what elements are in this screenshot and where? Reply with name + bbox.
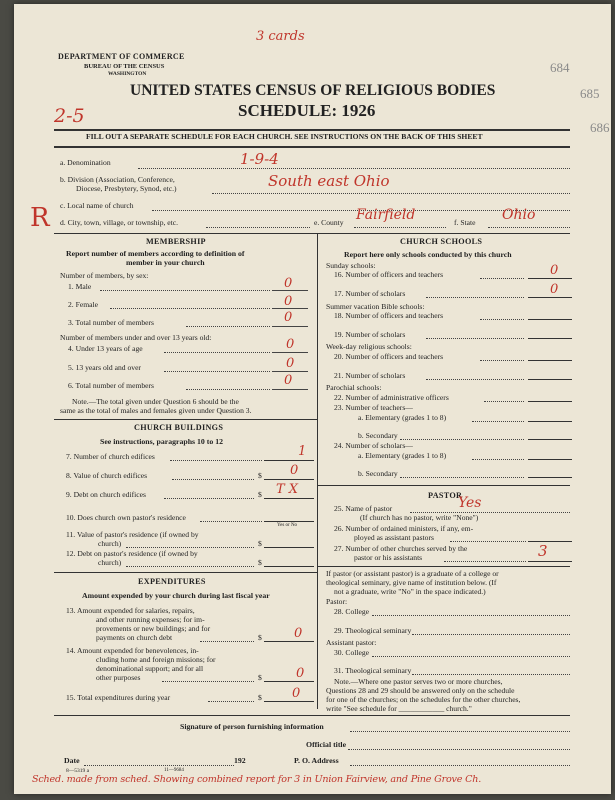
q4-answer-line xyxy=(272,352,308,353)
membership-note-1: Note.—The total given under Question 6 should be the xyxy=(72,397,239,406)
q17-leader xyxy=(426,297,524,298)
field-e-label: e. County xyxy=(314,218,344,227)
field-a-line xyxy=(138,168,570,169)
handwritten-cards-note: 3 cards xyxy=(256,29,305,44)
q13-leader xyxy=(200,641,254,642)
q27-label-1: 27. Number of other churches served by the xyxy=(334,544,468,553)
q12-label-1: 12. Debt on pastor's residence (if owned by xyxy=(66,549,198,558)
form-number: 8—5319 a xyxy=(66,768,90,774)
age-intro-label: Number of members under and over 13 years old: xyxy=(60,333,212,342)
q27-leader xyxy=(444,561,526,562)
scholars-17-value: 0 xyxy=(550,282,559,297)
q9-label: 9. Debt on church edifices xyxy=(66,490,146,499)
q23a-answer-line xyxy=(528,421,572,422)
denomination-value: 1-9-4 xyxy=(240,150,279,168)
q24a-label: a. Elementary (grades 1 to 8) xyxy=(358,451,447,460)
q21-label: 21. Number of scholars xyxy=(334,371,406,380)
q3-leader xyxy=(186,326,270,327)
membership-sub-1: Report number of members according to definition of xyxy=(66,249,245,258)
church-edifices-value: 1 xyxy=(298,444,307,459)
field-e-line xyxy=(354,227,446,228)
membership-title: MEMBERSHIP xyxy=(146,237,206,246)
q11-label-2: church) xyxy=(98,539,122,548)
graduate-top-rule xyxy=(317,566,570,567)
handwritten-left-number: 2-5 xyxy=(54,105,85,127)
q19-answer-line xyxy=(528,338,572,339)
pastor-note-3: for one of the churches; on the schedules for the other churches, xyxy=(326,695,521,704)
pastor-top-rule xyxy=(317,485,570,486)
q9-leader xyxy=(164,498,254,499)
graduate-instr-1: If pastor (or assistant pastor) is a graduate of a college or xyxy=(326,569,499,578)
handwritten-footer-note: Sched. made from sched. Showing combined report for 3 in Union Fairview, and Pine Grove Ch. xyxy=(32,774,482,785)
pastor-sub-label: Pastor: xyxy=(326,597,348,606)
q24b-leader xyxy=(400,477,524,478)
assistant-sub-label: Assistant pastor: xyxy=(326,638,377,647)
separate-schedule-instruction: FILL OUT A SEPARATE SCHEDULE FOR EACH CHURCH. SEE INSTRUCTIONS ON THE BACK OF THIS SHEET xyxy=(86,132,483,141)
state-value: Ohio xyxy=(502,207,536,223)
graduate-instr-2: theological seminary, give name of institution below. (If xyxy=(326,578,497,587)
signature-label: Signature of person furnishing information xyxy=(180,722,324,731)
date-line xyxy=(84,765,234,766)
other-churches-value: 3 xyxy=(538,542,548,560)
q14-label-2: cluding home and foreign missions; for xyxy=(96,655,216,664)
q9-answer-line xyxy=(264,498,314,499)
officers-16-value: 0 xyxy=(550,263,559,278)
q24-label: 24. Number of scholars— xyxy=(334,441,413,450)
q22-leader xyxy=(484,401,524,402)
q5-label: 5. 13 years old and over xyxy=(68,363,141,372)
q11-dollar: $ xyxy=(258,539,262,548)
by-sex-label: Number of members, by sex: xyxy=(60,271,149,280)
q4-label: 4. Under 13 years of age xyxy=(68,344,143,353)
amount-14-value: 0 xyxy=(296,666,305,681)
buildings-title: CHURCH BUILDINGS xyxy=(134,423,224,432)
over-13-value: 0 xyxy=(286,356,295,371)
field-a-label: a. Denomination xyxy=(60,158,111,167)
female-value: 0 xyxy=(284,294,293,309)
q3-answer-line xyxy=(272,326,308,327)
q18-answer-line xyxy=(528,319,572,320)
q7-answer-line xyxy=(264,460,314,461)
official-title-label: Official title xyxy=(306,740,347,749)
schedule-title: SCHEDULE: 1926 xyxy=(238,101,376,120)
center-divider xyxy=(317,233,318,709)
q8-answer-line xyxy=(264,479,314,480)
q19-label: 19. Number of scholars xyxy=(334,330,406,339)
field-b-label-1: b. Division (Association, Conference, xyxy=(60,175,175,184)
q8-label: 8. Value of church edifices xyxy=(66,471,148,480)
male-value: 0 xyxy=(284,276,293,291)
q14-leader xyxy=(162,681,254,682)
buildings-sub: See instructions, paragraphs 10 to 12 xyxy=(100,437,224,446)
field-f-line xyxy=(488,227,570,228)
q17-label: 17. Number of scholars xyxy=(334,289,406,298)
pastor-title: PASTOR xyxy=(428,491,463,500)
department-label: DEPARTMENT OF COMMERCE xyxy=(58,52,185,61)
q26-label-1: 26. Number of ordained ministers, if any, em- xyxy=(334,524,474,533)
weekday-label: Week-day religious schools: xyxy=(326,342,412,351)
q27-label-2: pastor or his assistants xyxy=(354,553,423,562)
graduate-instr-3: not a graduate, write "No" in the space indicated.) xyxy=(334,587,486,596)
q15-answer-line xyxy=(264,701,314,702)
signature-top-rule xyxy=(54,715,570,716)
print-code: 11—9684 xyxy=(164,768,184,773)
po-address-label: P. O. Address xyxy=(294,756,339,765)
signature-line xyxy=(350,731,570,732)
bureau-label: BUREAU OF THE CENSUS xyxy=(84,63,165,70)
sections-top-rule xyxy=(54,233,570,234)
membership-sub-2: member in your church xyxy=(126,258,205,267)
q24a-leader xyxy=(472,459,524,460)
q22-answer-line xyxy=(528,401,572,402)
q16-leader xyxy=(480,278,524,279)
q6-leader xyxy=(186,389,270,390)
q4-leader xyxy=(164,352,270,353)
q21-leader xyxy=(426,379,524,380)
q15-label: 15. Total expenditures during year xyxy=(66,693,171,702)
field-c-label: c. Local name of church xyxy=(60,201,134,210)
q24b-label: b. Secondary xyxy=(358,469,398,478)
q11-label-1: 11. Value of pastor's residence (if owned by xyxy=(66,530,199,539)
total-members-6-value: 0 xyxy=(284,373,293,388)
q23-label: 23. Number of teachers— xyxy=(334,403,413,412)
summer-label: Summer vacation Bible schools: xyxy=(326,302,425,311)
q14-dollar: $ xyxy=(258,673,262,682)
q13-dollar: $ xyxy=(258,633,262,642)
q18-label: 18. Number of officers and teachers xyxy=(334,311,444,320)
under-13-value: 0 xyxy=(286,337,295,352)
q1-label: 1. Male xyxy=(68,282,92,291)
expenditures-top-rule xyxy=(54,572,317,573)
q13-label-3: provements or new buildings; and for xyxy=(96,624,211,633)
q28-label: 28. College xyxy=(334,607,370,616)
field-b-line xyxy=(212,193,570,194)
value-edifices-value: 0 xyxy=(290,463,299,478)
q11-leader xyxy=(126,547,254,548)
field-f-label: f. State xyxy=(454,218,476,227)
q5-leader xyxy=(164,371,270,372)
q10-label: 10. Does church own pastor's residence xyxy=(66,513,186,522)
q3-label: 3. Total number of members xyxy=(68,318,155,327)
q6-answer-line xyxy=(272,389,308,390)
q23b-leader xyxy=(400,439,524,440)
division-value: South east Ohio xyxy=(268,172,390,190)
q13-answer-line xyxy=(264,641,314,642)
po-address-line xyxy=(350,765,570,766)
date-label: Date xyxy=(64,756,80,765)
debt-value: T X xyxy=(276,482,299,497)
q14-label-1: 14. Amount expended for benevolences, in- xyxy=(66,646,199,655)
q11-answer-line xyxy=(264,547,314,548)
q2-leader xyxy=(110,308,270,309)
q2-label: 2. Female xyxy=(68,300,98,309)
stamp-number-2: 685 xyxy=(580,86,600,101)
q20-label: 20. Number of officers and teachers xyxy=(334,352,444,361)
form-title: UNITED STATES CENSUS OF RELIGIOUS BODIES xyxy=(130,82,496,99)
q31-label: 31. Theological seminary xyxy=(334,666,412,675)
q21-answer-line xyxy=(528,379,572,380)
q12-dollar: $ xyxy=(258,558,262,567)
q12-label-2: church) xyxy=(98,558,122,567)
membership-note-2: same as the total of males and females given under Question 3. xyxy=(60,406,252,415)
q23a-leader xyxy=(472,421,524,422)
q23b-answer-line xyxy=(528,439,572,440)
header-rule-top xyxy=(54,129,570,131)
handwritten-r-mark: R xyxy=(30,203,50,233)
stamp-number-3: 686 xyxy=(590,120,610,135)
q23b-label: b. Secondary xyxy=(358,431,398,440)
q27-answer-line xyxy=(528,561,572,562)
q30-line xyxy=(372,656,570,657)
q24b-answer-line xyxy=(528,477,572,478)
amount-15-value: 0 xyxy=(292,686,301,701)
yes-no-hint: Yes or No xyxy=(277,523,298,528)
q14-label-4: other purposes xyxy=(96,673,141,682)
q15-leader xyxy=(208,701,254,702)
pastor-note-1: Note.—Where one pastor serves two or more churches, xyxy=(334,677,503,686)
q24a-answer-line xyxy=(528,459,572,460)
q19-leader xyxy=(426,338,524,339)
schools-sub: Report here only schools conducted by this church xyxy=(344,250,512,259)
q22-label: 22. Number of administrative officers xyxy=(334,393,449,402)
q7-leader xyxy=(170,460,262,461)
q9-dollar: $ xyxy=(258,490,262,499)
q13-label-1: 13. Amount expended for salaries, repairs, xyxy=(66,606,195,615)
q26-answer-line xyxy=(528,541,572,542)
q13-label-4: payments on church debt xyxy=(96,633,173,642)
parochial-label: Parochial schools: xyxy=(326,383,382,392)
q8-leader xyxy=(172,479,254,480)
q23a-label: a. Elementary (grades 1 to 8) xyxy=(358,413,447,422)
q13-label-2: and other running expenses; for im- xyxy=(96,615,205,624)
q5-answer-line xyxy=(272,371,308,372)
header-rule-bottom xyxy=(54,146,570,148)
pastor-note-4: write "See schedule for ____________ church." xyxy=(326,704,472,713)
q17-answer-line xyxy=(528,297,572,298)
q29-label: 29. Theological seminary xyxy=(334,626,412,635)
buildings-top-rule xyxy=(54,419,317,420)
q16-label: 16. Number of officers and teachers xyxy=(334,270,444,279)
q12-leader xyxy=(126,566,254,567)
q7-label: 7. Number of church edifices xyxy=(66,452,155,461)
q28-line xyxy=(372,615,570,616)
pastor-note-2: Questions 28 and 29 should be answered only on the schedule xyxy=(326,686,515,695)
q14-label-3: denominational support; and for all xyxy=(96,664,204,673)
q10-answer-line xyxy=(264,521,314,522)
q29-line xyxy=(412,634,570,635)
county-value: Fairfield xyxy=(356,207,416,223)
q10-leader xyxy=(200,521,262,522)
q1-leader xyxy=(100,290,270,291)
schools-title: CHURCH SCHOOLS xyxy=(400,237,483,246)
census-schedule-page xyxy=(14,4,611,794)
year-label: 192 xyxy=(234,756,246,765)
q25-label: 25. Name of pastor xyxy=(334,504,393,513)
city-label: WASHINGTON xyxy=(108,71,147,77)
q14-answer-line xyxy=(264,681,314,682)
field-d-line xyxy=(206,227,310,228)
q8-dollar: $ xyxy=(258,471,262,480)
q12-answer-line xyxy=(264,566,314,567)
q20-answer-line xyxy=(528,360,572,361)
q6-label: 6. Total number of members xyxy=(68,381,155,390)
q26-leader xyxy=(450,541,526,542)
q30-label: 30. College xyxy=(334,648,370,657)
official-title-line xyxy=(348,749,570,750)
expenditures-title: EXPENDITURES xyxy=(138,577,206,586)
expenditures-sub: Amount expended by your church during last fiscal year xyxy=(82,591,270,600)
field-b-label-2: Diocese, Presbytery, Synod, etc.) xyxy=(76,184,177,193)
sunday-label: Sunday schools: xyxy=(326,261,376,270)
q15-dollar: $ xyxy=(258,693,262,702)
q16-answer-line xyxy=(528,278,572,279)
q26-label-2: ployed as assistant pastors xyxy=(354,533,434,542)
stamp-number-1: 684 xyxy=(550,60,570,75)
total-members-value: 0 xyxy=(284,310,293,325)
field-d-label: d. City, town, village, or township, etc. xyxy=(60,218,179,227)
amount-13-value: 0 xyxy=(294,626,303,641)
q25-hint: (If church has no pastor, write "None") xyxy=(360,513,479,522)
q31-line xyxy=(412,674,570,675)
q18-leader xyxy=(480,319,524,320)
q20-leader xyxy=(480,360,524,361)
pastor-name-value: Yes xyxy=(458,495,482,511)
